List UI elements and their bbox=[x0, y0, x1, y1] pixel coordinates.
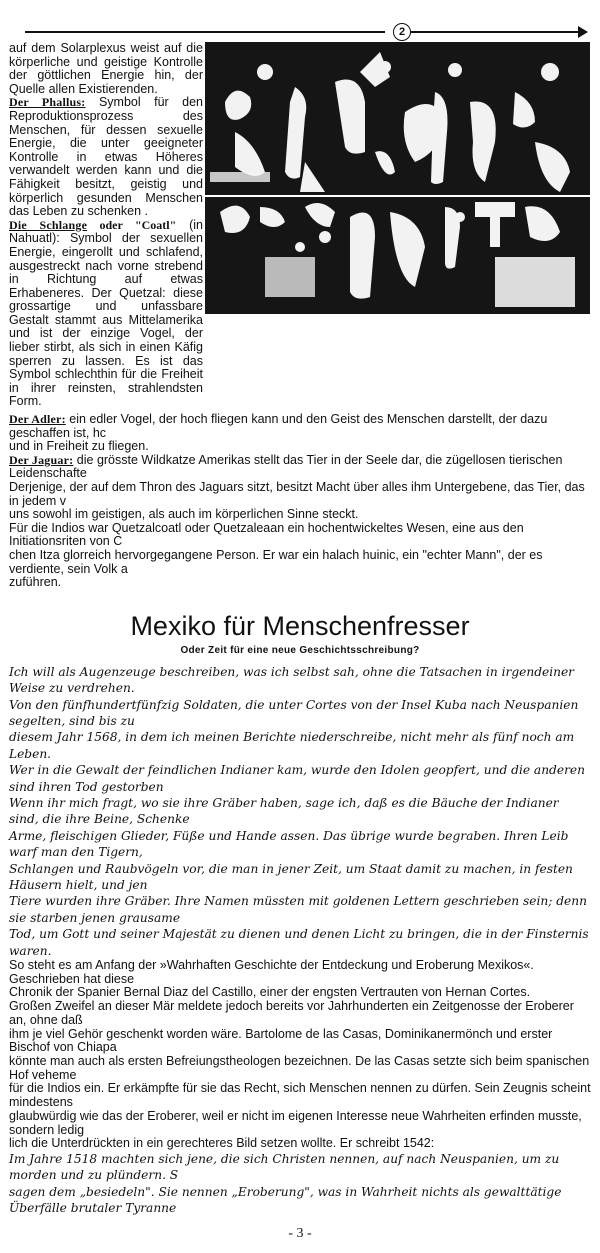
line-text: die grösste Wildkatze Amerikas stellt das Tier in der Seele dar, die zügellosen tierischen Leidenschafte bbox=[9, 452, 563, 481]
prose-section bbox=[9, 959, 591, 1151]
relief-register-divider bbox=[205, 195, 590, 197]
term-jaguar: Der Jaguar: bbox=[9, 452, 74, 467]
line bbox=[9, 576, 591, 590]
top-section bbox=[9, 42, 591, 409]
line bbox=[9, 440, 591, 454]
paragraph-text: Symbol für den Reproduktionsprozess des Menschen, für dessen sexuelle Energie, die unter geeigneter Kontrolle in etwas Höheres verwandelt werden kann und die Fähigkeit besitzt, geistig und körperlich gesunden Menschen das Leben zu schenken . bbox=[9, 95, 203, 219]
quote-line: diesem Jahr 1568, in dem ich meinen Berichte niederschreibe, nicht mehr als fünf noch am Leben. bbox=[9, 730, 575, 761]
prose-line: Großen Zweifel an dieser Mär meldete jedoch bereits vor Jahrhunderten ein Zeitgenosse der Eroberer an, ohne daß bbox=[9, 999, 574, 1027]
relief-artwork bbox=[205, 42, 590, 314]
term-coatl: oder "Coatl" bbox=[87, 217, 177, 232]
quote-line: Im Jahre 1518 machten sich jene, die sich Christen nennen, auf nach Neuspanien, um zu morden und zu plündern. S bbox=[9, 1151, 560, 1183]
term-adler: Der Adler: bbox=[9, 412, 66, 427]
line-text: ein edler Vogel, der hoch fliegen kann und den Geist des Menschen darstellt, der dazu geschaffen ist, hc bbox=[9, 412, 548, 440]
prose-line: Chronik der Spanier Bernal Diaz del Castillo, einer der engsten Vertrauten von Hernan Cortes. bbox=[9, 985, 531, 1000]
quote-line: Von den fünfhundertfünfzig Soldaten, die unter Cortes von der Insel Kuba nach Neuspanien segelten, sind bis zu bbox=[9, 697, 579, 728]
quote-line: Arme, fleischigen Glieder, Füße und Hande assen. Das übrige wurde begraben. Ihren Leib warf man den Tigern, bbox=[9, 828, 569, 860]
quote-line: sagen dem „besiedeln". Sie nennen „Eroberung", was in Wahrheit nichts als gewalttätige Überfälle brutaler Tyranne bbox=[9, 1184, 562, 1216]
line-text: chen Itza glorreich hervorgegangene Person. Er war ein halach huinic, ein "echter Mann", der es verdiente, sein Volk a bbox=[9, 547, 543, 576]
quote-line: Schlangen und Raubvögeln vor, die man in jener Zeit, um Staat damit zu machen, in festen Häusern hielt, und jen bbox=[9, 861, 573, 893]
quote-line: Ich will als Augenzeuge beschreiben, was ich selbst sah, ohne die Tatsachen in irgendeiner Weise zu verdrehen. bbox=[9, 664, 575, 696]
circled-page-marker: 2 bbox=[393, 23, 411, 41]
quote-line: Wer in die Gewalt der feindlichen Indianer kam, wurde den Idolen geopfert, und die anderen sind ihren Tod gestorben bbox=[9, 763, 585, 794]
article-body bbox=[9, 664, 591, 1217]
line-text: Für die Indios war Quetzalcoatl oder Quetzaleaan ein hochentwickeltes Wesen, eine aus den Initiationsriten von C bbox=[9, 520, 524, 549]
prose-line: für die Indios ein. Er erkämpfte für sie das Recht, sich Menschen nennen zu dürfen. Sein Zeugnis scheint mindestens bbox=[9, 1081, 591, 1110]
prose-line: lich die Unterdrückten in ein gerechteres Bild setzen wollte. Er schreibt 1542: bbox=[9, 1136, 435, 1151]
illustration-wrapper bbox=[205, 42, 590, 314]
line-text: zuführen. bbox=[9, 575, 62, 590]
article-subtitle: Oder Zeit für eine neue Geschichtsschreibung? bbox=[180, 644, 420, 656]
line-jaguar bbox=[9, 454, 591, 481]
quote-line: Tod, um Gott und seiner Majestät zu dienen und denen Licht zu bringen, die in der Finsternis waren. bbox=[9, 927, 589, 958]
line-adler bbox=[9, 413, 591, 440]
symbol-descriptions-continued bbox=[9, 413, 591, 590]
quote-line: Wenn ihr mich fragt, wo sie ihre Gräber haben, sage ich, daß es die Bäuche der Indianer sind, die ihre Beine, Schenke bbox=[9, 796, 559, 827]
quote-diaz bbox=[9, 664, 591, 959]
quote-line: Tiere wurden ihre Gräber. Ihre Namen müssten mit goldenen Lettern geschrieben sein; denn sie starben jenen grausame bbox=[9, 894, 587, 925]
line-text: und in Freiheit zu fliegen. bbox=[9, 439, 149, 454]
paragraph-solarplexus bbox=[9, 42, 203, 96]
prose-line: könnte man auch als ersten Befreiungstheologen bezeichnen. De las Casas setzte sich beim spanischen Hof veheme bbox=[9, 1053, 590, 1082]
paragraph-text: auf dem Solarplexus weist auf die körperliche und geistige Kontrolle der göttlichen Energie hin, der Quelle allen Existierenden. bbox=[9, 41, 203, 96]
prose-line: So steht es am Anfang der »Wahrhaften Geschichte der Entdeckung und Eroberung Mexikos«. Geschrieben hat diese bbox=[9, 958, 534, 986]
term-schlange: Die Schlange bbox=[9, 217, 88, 232]
line-text: Derjenige, der auf dem Thron des Jaguars sitzt, besitzt Macht über alles ihm Untergebene, das Tier, das in jedem v bbox=[9, 480, 585, 508]
line-text: uns sowohl im geistigen, als auch im körperlichen Sinne steckt. bbox=[9, 507, 359, 522]
header-rule-right bbox=[410, 31, 580, 33]
prose-line: ihm je viel Gehör geschenkt worden wäre. Bartolome de las Casas, Dominikanermönch und erster Bischof von Chiapa bbox=[9, 1026, 553, 1055]
paragraph-schlange bbox=[9, 219, 203, 409]
article-title: Mexiko für Menschenfresser bbox=[130, 610, 470, 641]
term-phallus: Der Phallus: bbox=[9, 95, 86, 110]
line bbox=[9, 522, 591, 549]
paragraph-phallus bbox=[9, 96, 203, 218]
aztec-relief-illustration bbox=[205, 42, 590, 314]
symbol-descriptions-column bbox=[9, 42, 203, 409]
prose-line: glaubwürdig wie das der Eroberer, weil er nicht im eigenen Interesse neue Wahrheiten erfinden musste, sondern ledig bbox=[9, 1108, 582, 1137]
page-number: - 3 - bbox=[288, 1225, 312, 1241]
line bbox=[9, 508, 591, 522]
quote-las-casas bbox=[9, 1151, 591, 1217]
line bbox=[9, 481, 591, 508]
paragraph-text: (in Nahuatl): Symbol der sexuellen Energie, eingerollt und schlafend, ausgestreckt nach vorne strebend in Richtung auf etwas Erhabeneres. Der Quetzal: diese grossartige und unfassbare Gestalt stammt aus Mittelamerika und ist der einzige Vogel, der lieber stirbt, als sich in einen Käfig sperren zu lassen. Es ist das Symbol schlechthin für die Freiheit in ihrer reinsten, strahlendsten Form. bbox=[9, 217, 203, 409]
arrow-right-icon bbox=[578, 26, 588, 38]
header-rule-left bbox=[25, 31, 385, 33]
line bbox=[9, 549, 591, 576]
page-header bbox=[9, 24, 591, 40]
